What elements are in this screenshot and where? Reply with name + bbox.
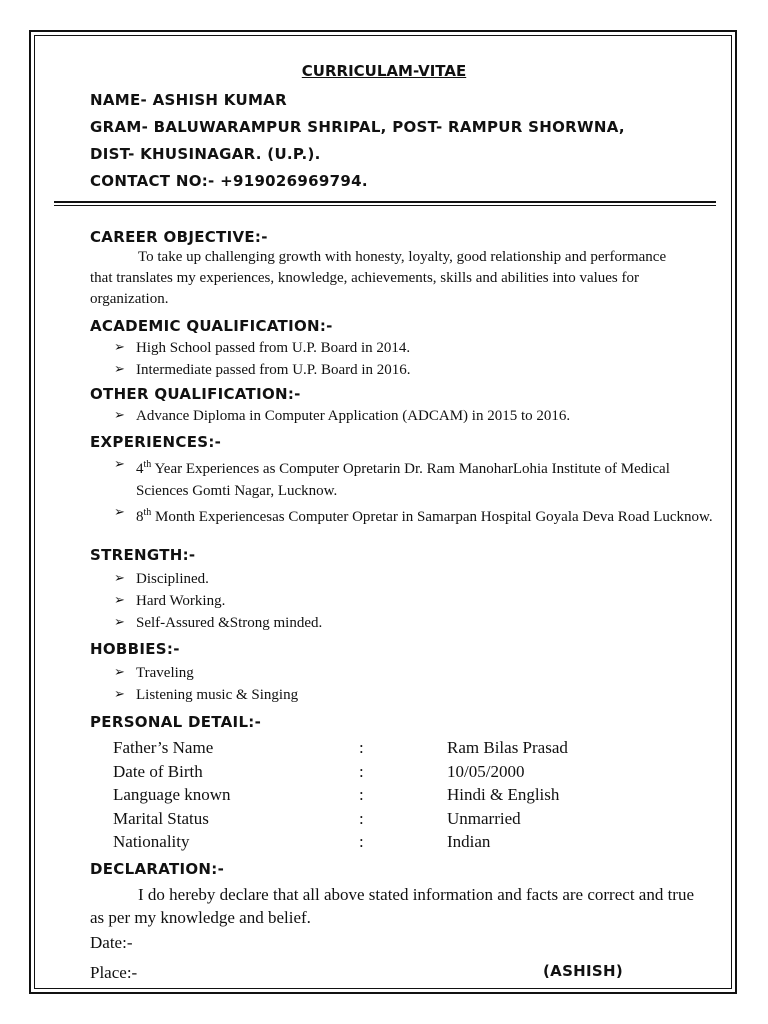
arrow-bullet-icon: ➢: [114, 408, 125, 423]
list-item: ➢ 4th Year Experiences as Computer Opretarin Dr. Ram ManoharLohia Institute of Medical Sciences Gomti Nagar, Lucknow.: [114, 454, 714, 502]
hobbies-heading: HOBBIES:-: [90, 640, 180, 658]
list-item: ➢ Listening music & Singing: [114, 684, 298, 706]
arrow-bullet-icon: ➢: [114, 505, 125, 520]
arrow-bullet-icon: ➢: [114, 615, 125, 630]
strength-heading: STRENGTH:-: [90, 546, 196, 564]
name-line: NAME- ASHISH KUMAR: [90, 91, 287, 109]
table-row: Marital Status : Unmarried: [113, 808, 521, 828]
arrow-bullet-icon: ➢: [114, 593, 125, 608]
arrow-bullet-icon: ➢: [114, 362, 125, 377]
experiences-list: [114, 454, 714, 528]
other-qualification-list: [114, 405, 570, 427]
personal-detail-table: [113, 736, 568, 854]
declaration-text: I do hereby declare that all above stated information and facts are correct and true as per my knowledge and belief.: [90, 885, 695, 927]
experiences-heading: EXPERIENCES:-: [90, 433, 222, 451]
hobbies-list: [114, 662, 298, 706]
declaration-heading: DECLARATION:-: [90, 860, 225, 878]
arrow-bullet-icon: ➢: [114, 687, 125, 702]
signature: (ASHISH): [543, 962, 624, 980]
table-row: Date of Birth : 10/05/2000: [113, 761, 525, 781]
list-item: ➢ Traveling: [114, 662, 298, 684]
academic-list: [114, 337, 411, 381]
list-item: ➢ Intermediate passed from U.P. Board in 2016.: [114, 359, 411, 381]
place-label: Place:-: [90, 963, 138, 982]
contact-line: CONTACT NO:- +919026969794.: [90, 172, 368, 190]
header-divider-thin: [54, 205, 716, 206]
header-divider: [54, 201, 716, 203]
list-item: ➢ Hard Working.: [114, 590, 322, 612]
list-item: ➢ High School passed from U.P. Board in 2014.: [114, 337, 411, 359]
list-item: ➢ Disciplined.: [114, 568, 322, 590]
academic-heading: ACADEMIC QUALIFICATION:-: [90, 317, 333, 335]
arrow-bullet-icon: ➢: [114, 457, 125, 472]
list-item: ➢ Self-Assured &Strong minded.: [114, 612, 322, 634]
document-title: CURRICULAM-VITAE: [301, 62, 467, 80]
table-row: Nationality : Indian: [113, 832, 491, 851]
date-label: Date:-: [90, 933, 133, 952]
career-objective-heading: CAREER OBJECTIVE:-: [90, 228, 268, 246]
strength-list: [114, 568, 322, 634]
other-qualification-heading: OTHER QUALIFICATION:-: [90, 385, 301, 403]
arrow-bullet-icon: ➢: [114, 665, 125, 680]
list-item: ➢ 8th Month Experiencesas Computer Opretar in Samarpan Hospital Goyala Deva Road Lucknow.: [114, 502, 714, 528]
table-row: Father’s Name : Ram Bilas Prasad: [113, 738, 568, 757]
personal-detail-heading: PERSONAL DETAIL:-: [90, 713, 262, 731]
arrow-bullet-icon: ➢: [114, 571, 125, 586]
career-objective-text: To take up challenging growth with honesty, loyalty, good relationship and performance that translates my experiences, knowledge, achievements, skills and abilities into values for organization.: [90, 249, 667, 307]
table-row: Language known : Hindi & English: [113, 785, 560, 804]
address-line-2: DIST- KHUSINAGAR. (U.P.).: [90, 145, 321, 163]
address-line-1: GRAM- BALUWARAMPUR SHRIPAL, POST- RAMPUR SHORWNA,: [90, 118, 625, 136]
arrow-bullet-icon: ➢: [114, 340, 125, 355]
list-item: ➢ Advance Diploma in Computer Application (ADCAM) in 2015 to 2016.: [114, 405, 570, 427]
